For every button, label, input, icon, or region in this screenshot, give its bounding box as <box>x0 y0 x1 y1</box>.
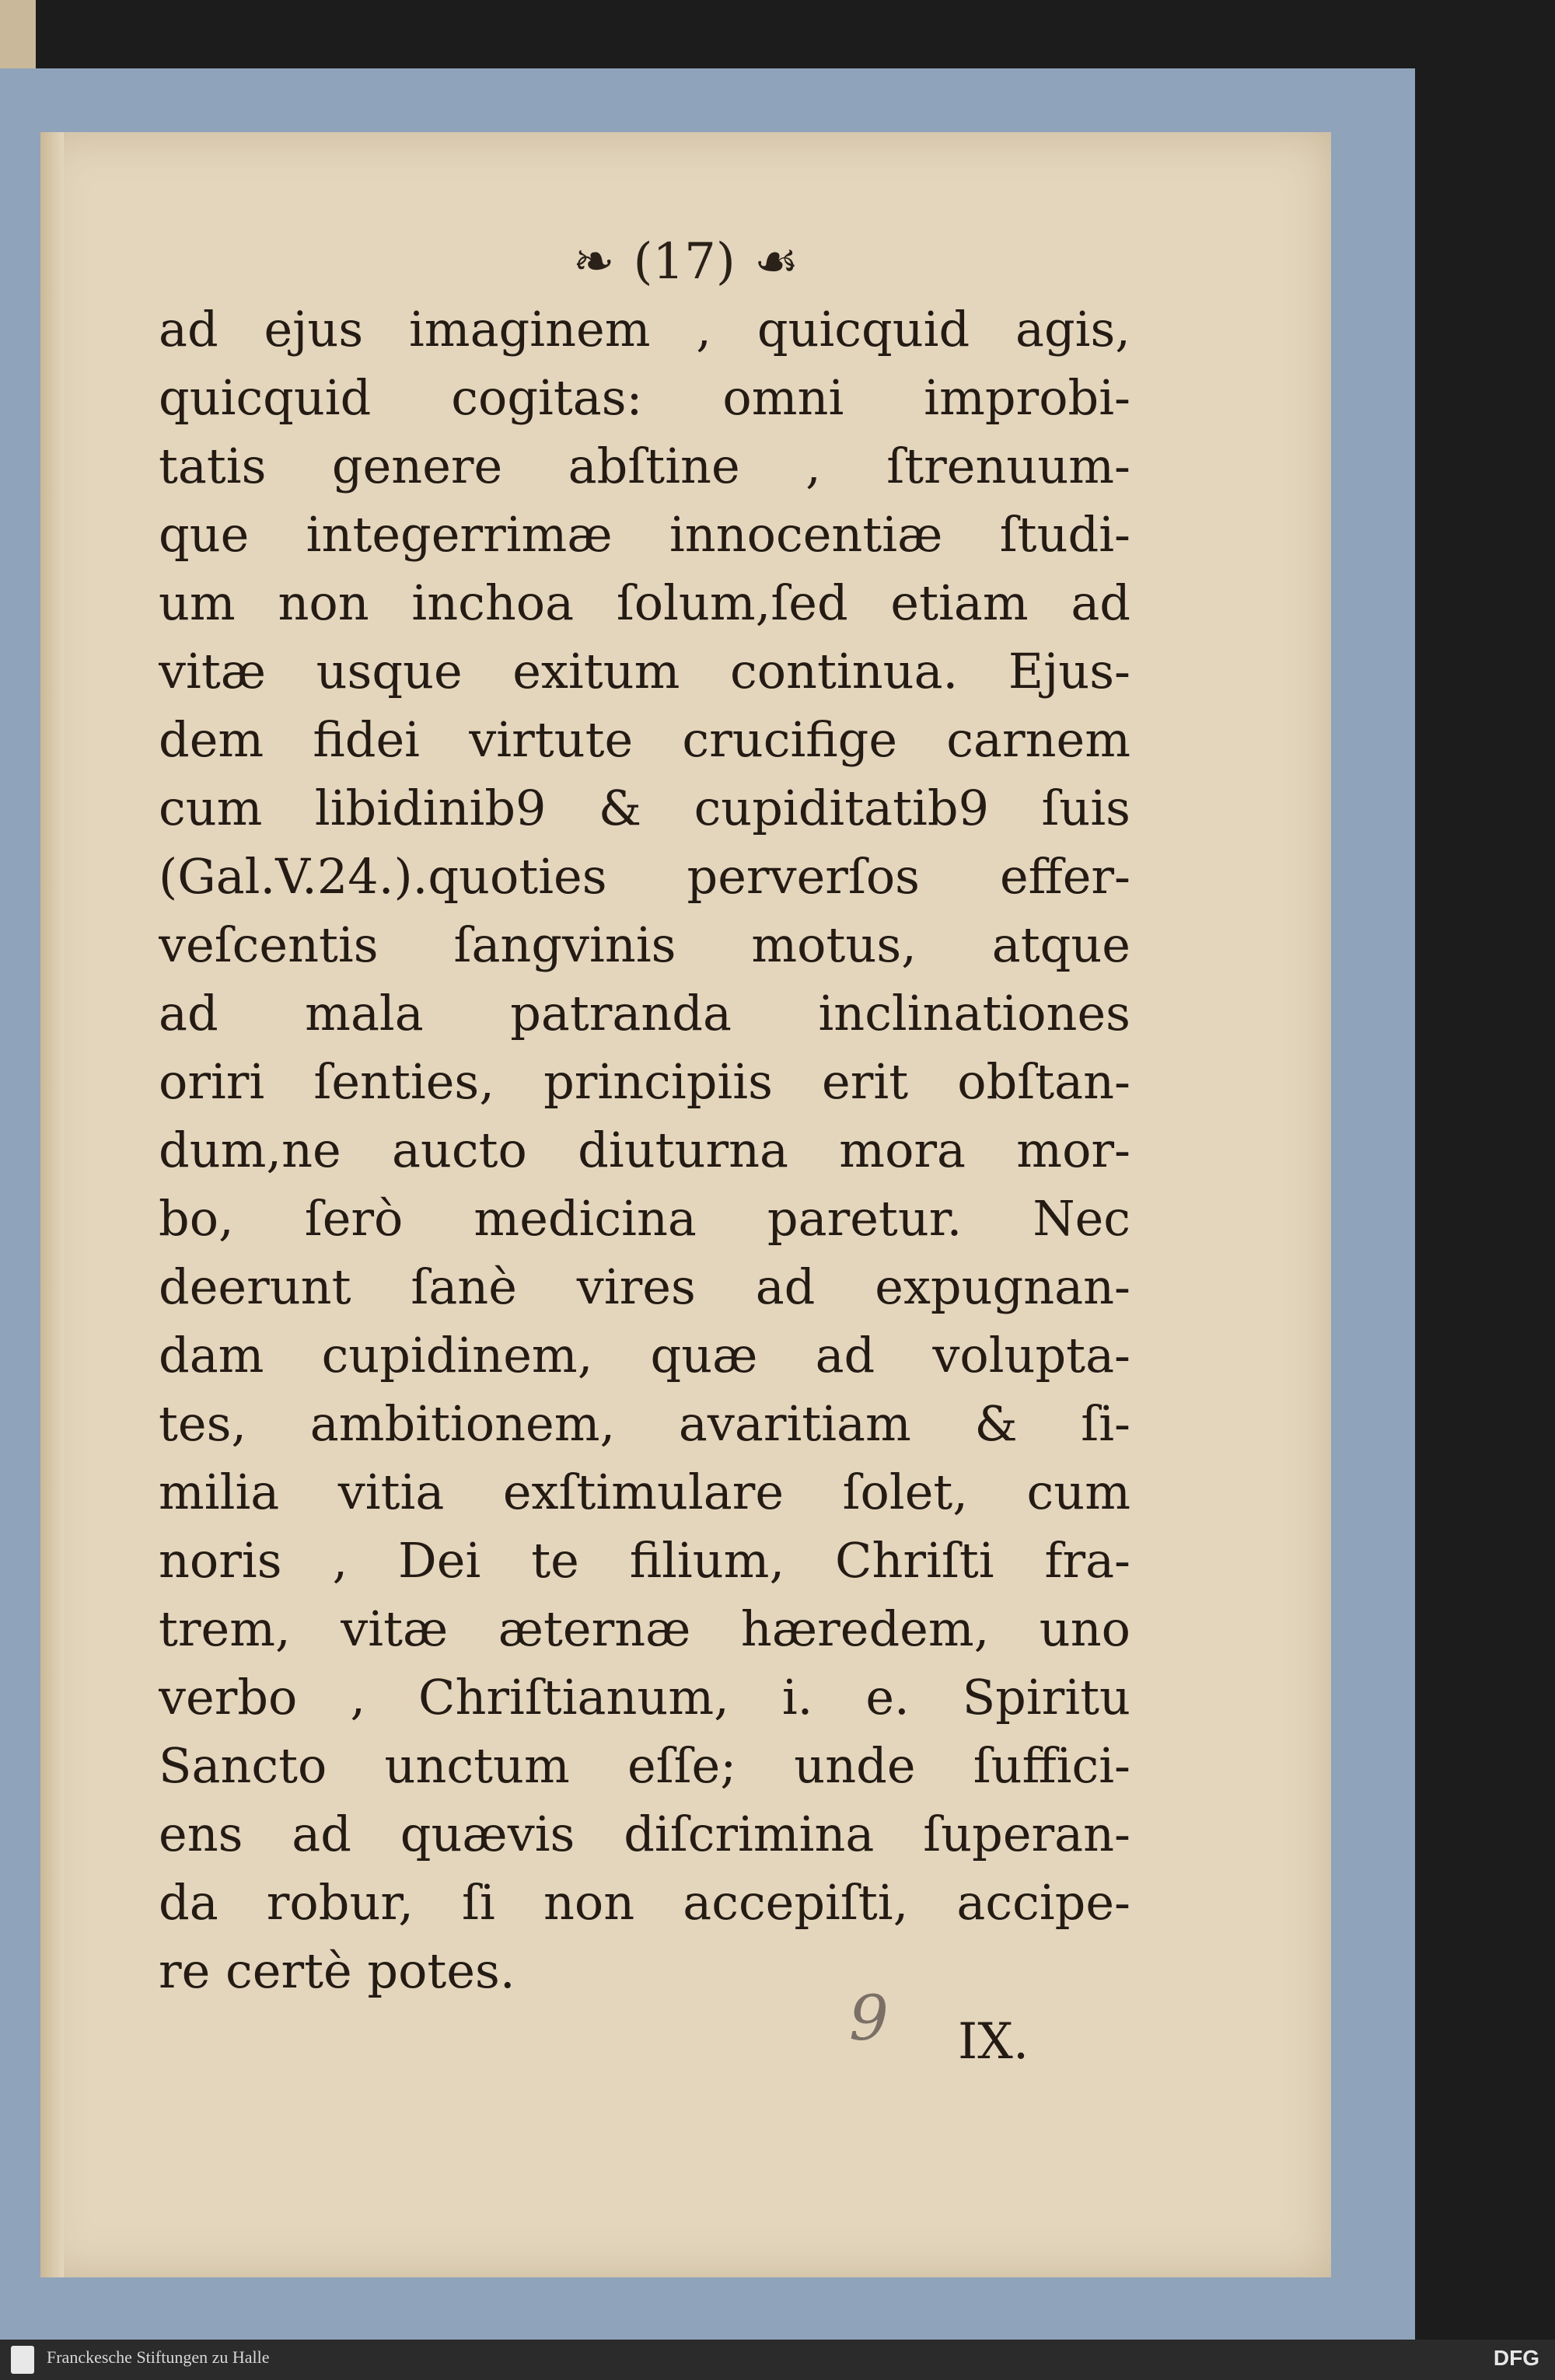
text-line: cum libidinib9 & cupiditatib9 ſuis <box>159 780 1130 836</box>
text-line: deerunt ſanè vires ad expugnan- <box>159 1258 1130 1315</box>
text-line: um non inchoa ſolum,ſed etiam ad <box>159 574 1130 631</box>
text-line: dum,ne aucto diuturna mora mor- <box>159 1122 1130 1178</box>
text-line: que integerrimæ innocentiæ ſtudi- <box>159 506 1130 563</box>
text-line: Sancto unctum eſſe; unde ſuffici- <box>159 1737 1130 1794</box>
page-fold-shadow <box>40 132 64 2277</box>
text-line: noris , Dei te filium, Chriſti fra- <box>159 1532 1130 1589</box>
text-line: (Gal.V.24.).quoties perverſos effer- <box>159 848 1130 905</box>
text-line: quicquid cogitas: omni improbi- <box>159 369 1130 426</box>
text-line: dam cupidinem, quæ ad volupta- <box>159 1327 1130 1384</box>
text-line-last: re certè potes. <box>159 1942 515 1999</box>
text-line: tatis genere abſtine , ſtrenuum- <box>159 438 1130 494</box>
ornament-right-icon: ☙ <box>753 233 799 291</box>
text-line: ad ejus imaginem , quicquid agis, <box>159 301 1130 358</box>
text-line: vitæ usque exitum continua. Ejus- <box>159 643 1130 700</box>
ornament-left-icon: ❧ <box>572 233 615 291</box>
catchword: IX. <box>958 2013 1029 2071</box>
dfg-logo: DFG <box>1493 2346 1539 2370</box>
text-line: oriri ſenties, principiis erit obſtan- <box>159 1053 1130 1110</box>
institution-name: Franckesche Stiftungen zu Halle <box>47 2347 270 2367</box>
text-line: trem, vitæ æternæ hæredem, uno <box>159 1600 1130 1657</box>
pencil-mark: 9 <box>849 1982 889 2054</box>
text-line: verbo , Chriſtianum, i. e. Spiritu <box>159 1669 1130 1726</box>
text-line: milia vitia exſtimulare ſolet, cum <box>159 1464 1130 1520</box>
page-header <box>40 233 1331 291</box>
book-page <box>40 132 1331 2277</box>
body-text <box>159 295 1130 2005</box>
institution-logo-icon <box>11 2346 34 2374</box>
text-line: ad mala patranda inclinationes <box>159 985 1130 1042</box>
text-line: dem fidei virtute crucifige carnem <box>159 711 1130 768</box>
text-line: tes, ambitionem, avaritiam & ſi- <box>159 1395 1130 1452</box>
viewer-footer <box>0 2340 1555 2380</box>
text-line: bo, ſerò medicina paretur. Nec <box>159 1190 1130 1247</box>
page-number: (17) <box>633 233 736 291</box>
text-line: ens ad quævis diſcrimina ſuperan- <box>159 1806 1130 1862</box>
text-line: da robur, ſi non accepiſti, accipe- <box>159 1874 1130 1931</box>
text-line: veſcentis ſangvinis motus, atque <box>159 916 1130 973</box>
